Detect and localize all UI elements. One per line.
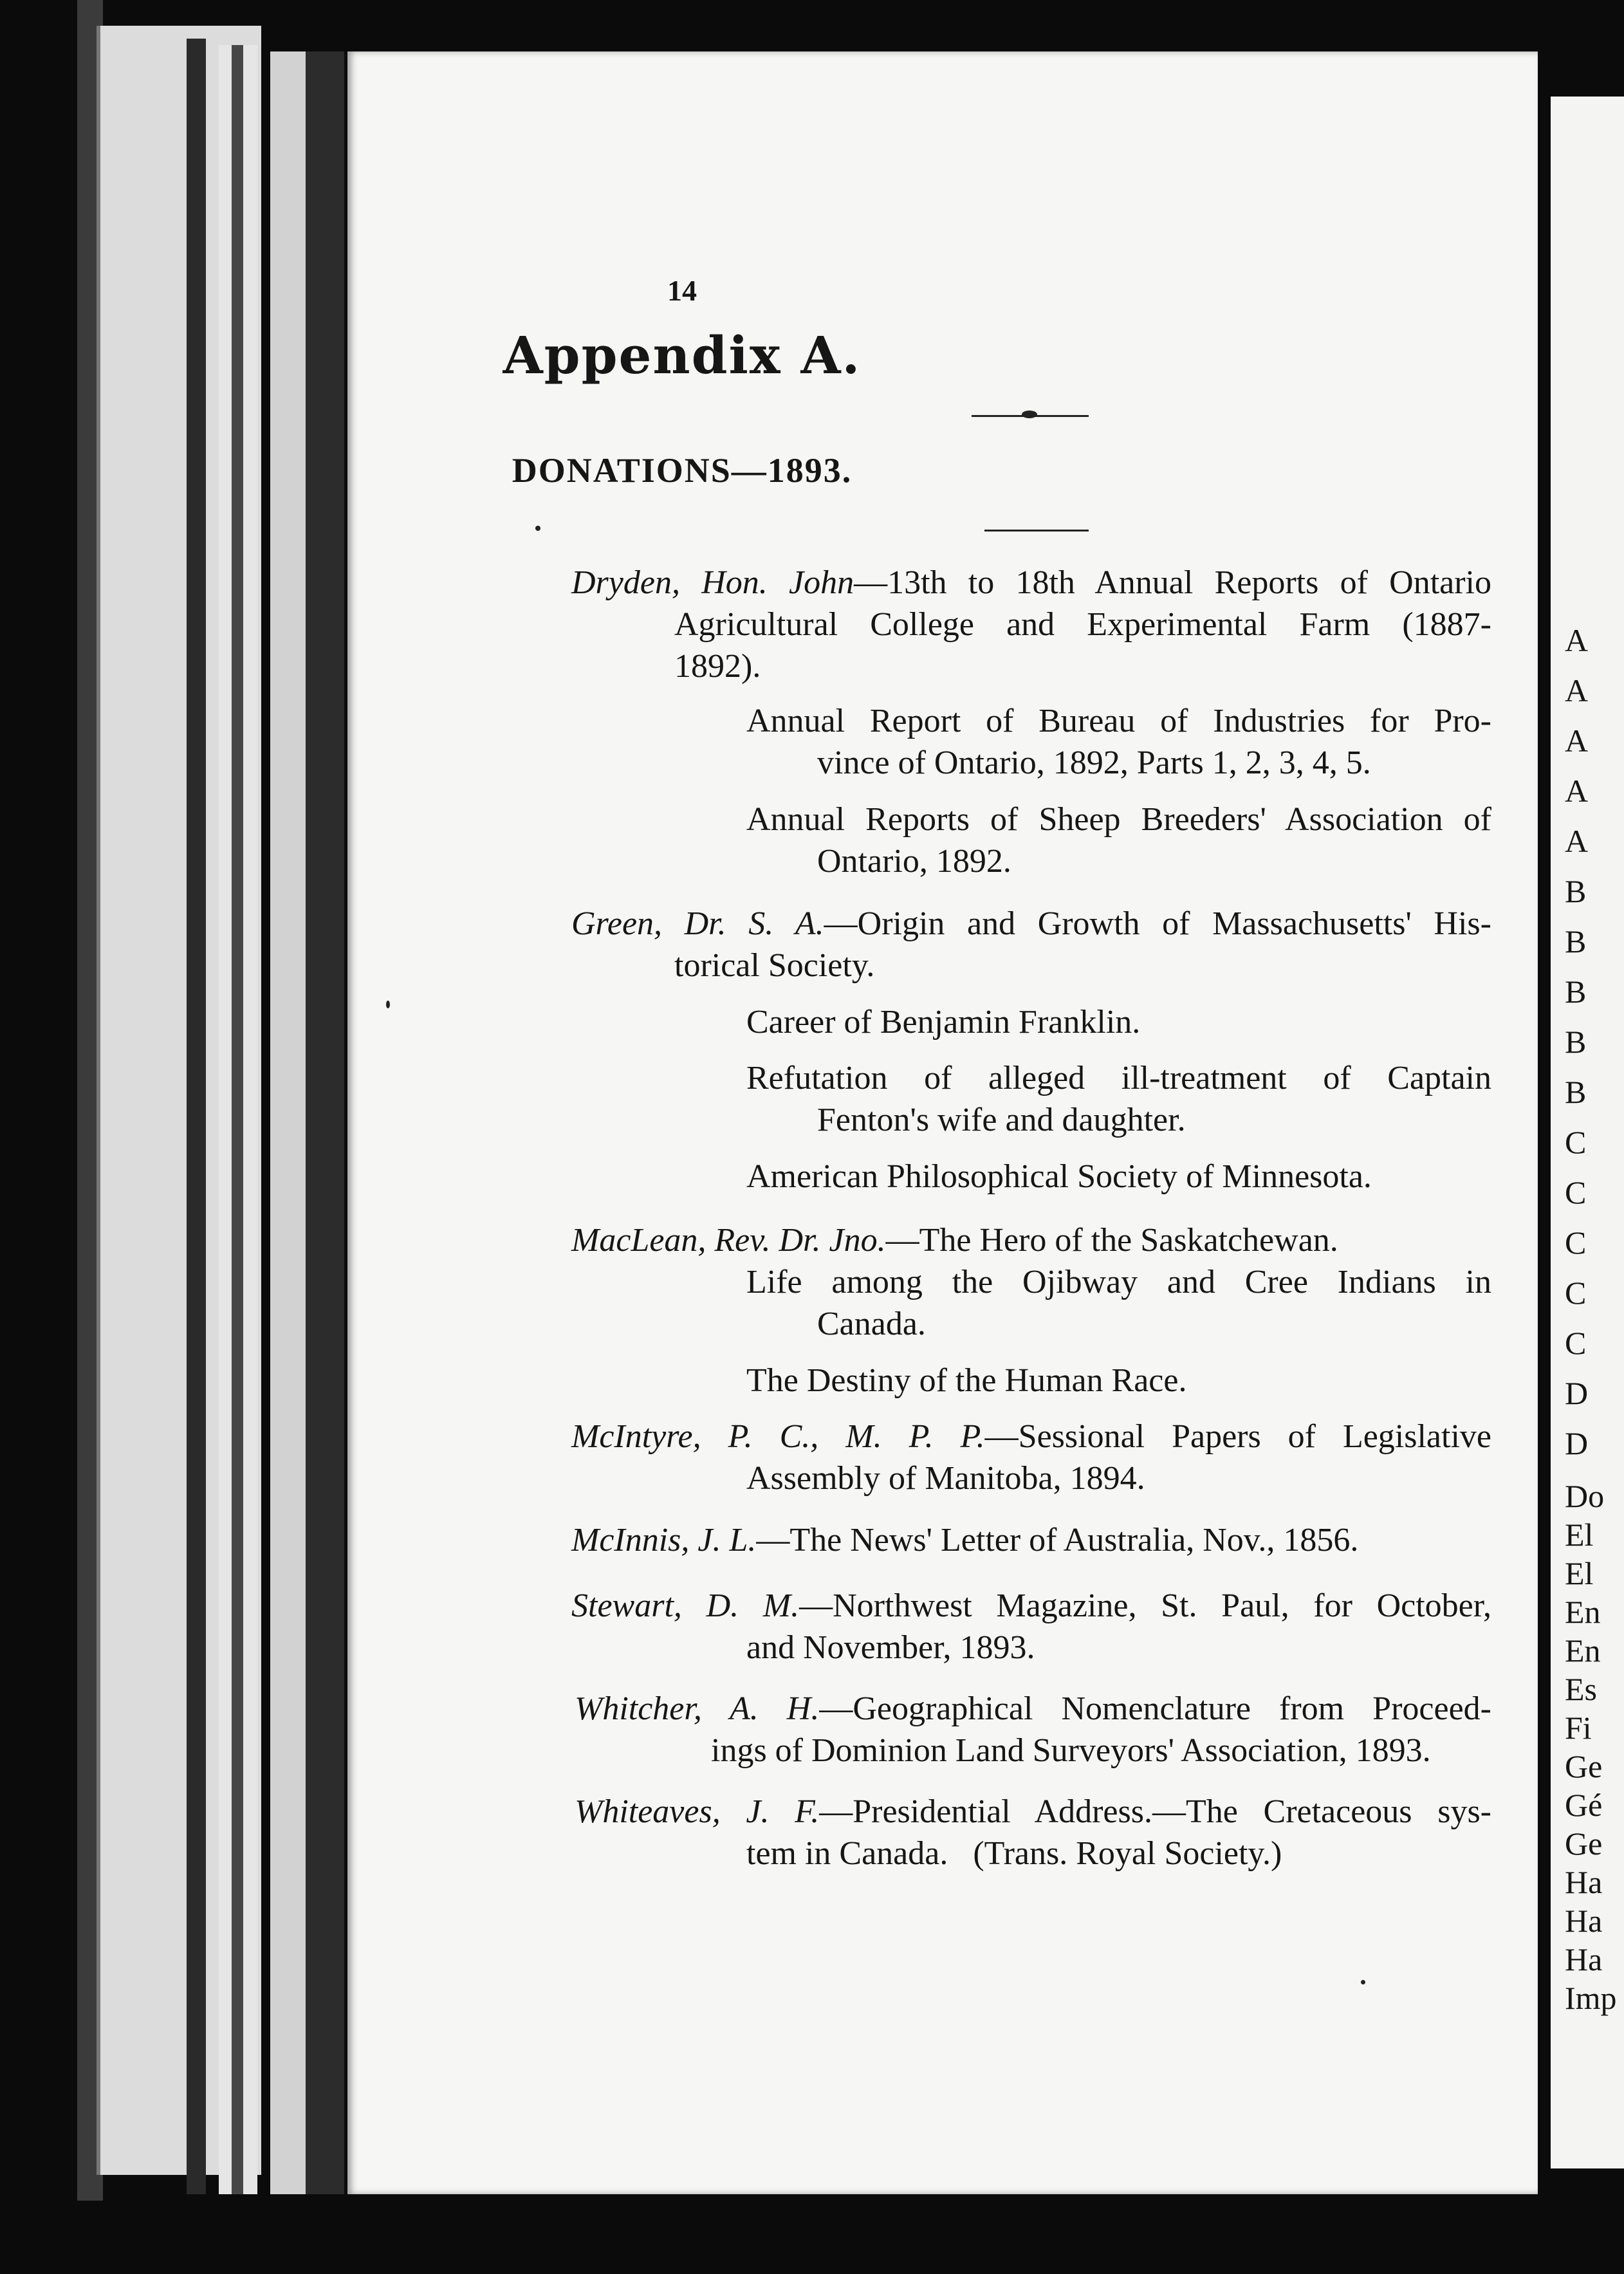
entry-line: 1892). (674, 648, 761, 685)
entry-text: —13th to 18th Annual Reports of Ontario (854, 564, 1491, 601)
entry-line: American Philosophical Society of Minnesota. (746, 1158, 1372, 1195)
entry-line: tem in Canada. (Trans. Royal Society.) (746, 1835, 1282, 1872)
entry-line: Refutation of alleged ill-treatment of Captain (746, 1060, 1491, 1096)
facing-page-fragment-text: El (1565, 1517, 1594, 1553)
section-title: DONATIONS—1893. (512, 451, 853, 490)
entry-text: —The Hero of the Saskatchewan. (885, 1222, 1338, 1259)
facing-page-fragment-text: C (1565, 1325, 1587, 1361)
facing-page-fragment-text: A (1565, 622, 1589, 658)
entry-line (571, 566, 1491, 600)
entry-author: Dryden, Hon. John (571, 564, 854, 601)
entry-line: Agricultural College and Experimental Farm (1887- (674, 606, 1491, 643)
entry-author: McInnis, J. L. (571, 1522, 757, 1558)
entry-line (571, 1224, 1338, 1257)
facing-page-fragment-text: A (1565, 672, 1589, 708)
entry-author: Green, Dr. S. A. (571, 905, 824, 942)
facing-page-fragment-text: B (1565, 873, 1587, 909)
facing-page-fragment-text: Gé (1565, 1787, 1603, 1823)
appendix-heading: Appendix A. (503, 325, 862, 385)
entry-line: Canada. (817, 1306, 926, 1342)
entry-text: —Geographical Nomenclature from Proceed- (819, 1690, 1491, 1727)
facing-page-fragment-text: Fi (1565, 1710, 1592, 1746)
entry-line (571, 907, 1491, 941)
entry-line: The Destiny of the Human Race. (746, 1362, 1187, 1399)
facing-page-fragment-text: Ha (1565, 1941, 1603, 1977)
facing-page-fragment-text: Es (1565, 1671, 1597, 1707)
entry-text: —The News' Letter of Australia, Nov., 1856. (756, 1522, 1359, 1558)
entry-line: Fenton's wife and daughter. (817, 1102, 1186, 1138)
facing-page-fragment-text: A (1565, 723, 1589, 759)
facing-page-fragment-text: Ha (1565, 1864, 1603, 1900)
entry-line (571, 1524, 1358, 1557)
ink-speck (386, 1001, 390, 1008)
entry-text: —Presidential Address.—The Cretaceous sys- (819, 1793, 1491, 1830)
facing-page-fragment-text: B (1565, 1074, 1587, 1110)
facing-page-fragment-text: B (1565, 923, 1587, 959)
facing-page-fragment-text: Ge (1565, 1748, 1603, 1784)
entry-line (575, 1795, 1491, 1829)
entry-text: —Northwest Magazine, St. Paul, for October, (799, 1587, 1491, 1624)
facing-page-fragment-text: C (1565, 1124, 1587, 1160)
facing-page-fragment-text: B (1565, 974, 1587, 1010)
facing-page-fragment-text: El (1565, 1555, 1594, 1591)
entry-author: McIntyre, P. C., M. P. P. (571, 1418, 985, 1455)
entry-line (575, 1692, 1491, 1726)
entry-author: MacLean, Rev. Dr. Jno. (571, 1222, 886, 1259)
facing-page-fragment-text: D (1565, 1375, 1589, 1411)
entry-line: Career of Benjamin Franklin. (746, 1004, 1141, 1040)
ink-speck (535, 526, 540, 531)
facing-page-fragment-text: Do (1565, 1478, 1605, 1514)
facing-page-fragment (1551, 97, 1624, 2168)
entry-line: Ontario, 1892. (817, 843, 1011, 880)
entry-line: Assembly of Manitoba, 1894. (746, 1460, 1145, 1497)
entry-line (571, 1589, 1491, 1623)
facing-page-fragment-text: C (1565, 1225, 1587, 1261)
facing-page-fragment-text: Ge (1565, 1826, 1603, 1862)
entry-line: torical Society. (674, 947, 875, 984)
entry-line: and November, 1893. (746, 1629, 1035, 1666)
ornament-diamond-icon (1022, 411, 1037, 418)
entry-line: Annual Reports of Sheep Breeders' Association of (746, 801, 1491, 838)
entry-line: Life among the Ojibway and Cree Indians in (746, 1264, 1491, 1300)
entry-author: Whitcher, A. H. (575, 1690, 820, 1727)
entry-author: Stewart, D. M. (571, 1587, 800, 1624)
facing-page-fragment-text: D (1565, 1425, 1589, 1461)
facing-page-fragment-text: A (1565, 823, 1589, 859)
facing-page-fragment-text: B (1565, 1024, 1587, 1060)
entry-line: vince of Ontario, 1892, Parts 1, 2, 3, 4, 5. (817, 744, 1371, 781)
divider-rule (984, 530, 1089, 532)
entry-author: Whiteaves, J. F. (575, 1793, 820, 1830)
facing-page-fragment-text: En (1565, 1632, 1601, 1669)
entry-line: ings of Dominion Land Surveyors' Association, 1893. (711, 1732, 1431, 1769)
facing-page-fragment-text: A (1565, 773, 1589, 809)
facing-page-fragment-text: Ha (1565, 1903, 1603, 1939)
facing-page-fragment-text: Imp (1565, 1980, 1617, 2016)
entry-line: Annual Report of Bureau of Industries for Pro- (746, 703, 1491, 739)
facing-page-fragment-text: En (1565, 1594, 1601, 1630)
facing-page-fragment-text: C (1565, 1174, 1587, 1210)
ink-speck (1361, 1980, 1365, 1984)
entry-line (571, 1420, 1491, 1454)
entry-text: —Sessional Papers of Legislative (984, 1418, 1491, 1455)
facing-page-fragment-text: C (1565, 1275, 1587, 1311)
page-number: 14 (667, 274, 697, 307)
entry-text: —Origin and Growth of Massachusetts' His- (824, 905, 1491, 942)
